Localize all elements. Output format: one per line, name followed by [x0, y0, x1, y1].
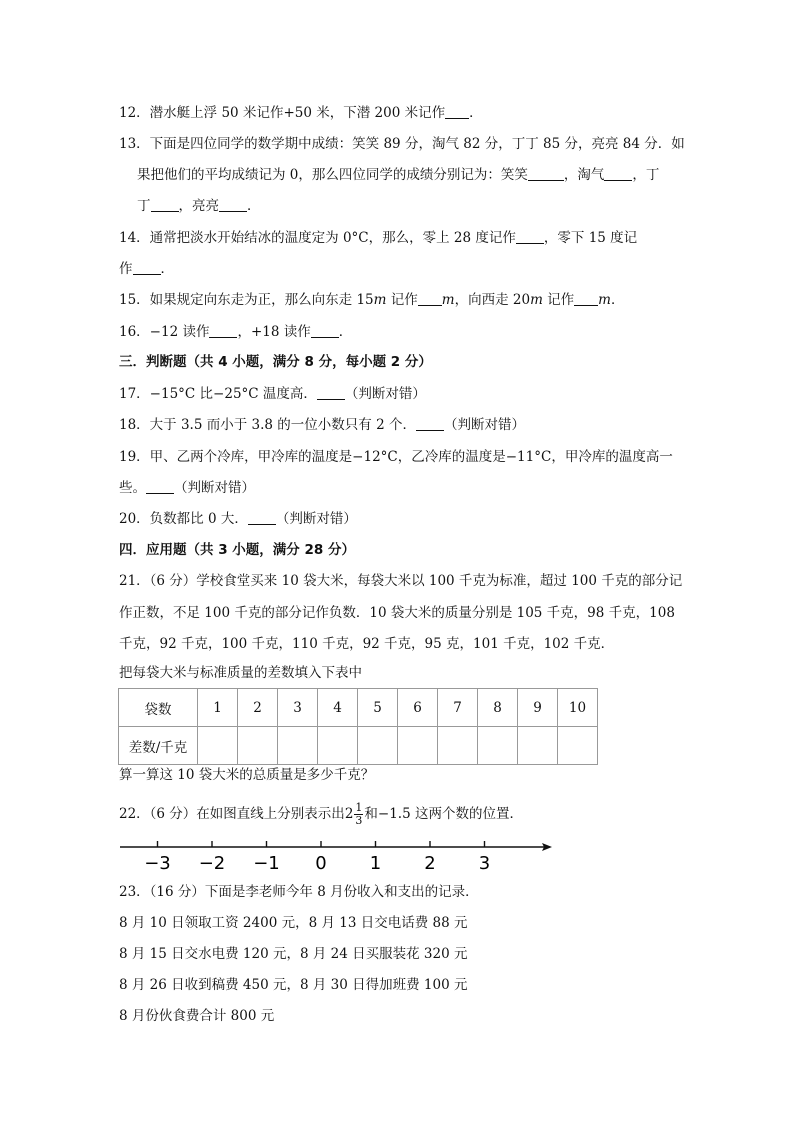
number-line-label: −1 — [253, 853, 280, 874]
q19-text: 些。 — [119, 480, 146, 496]
q19-text: （判断对错） — [174, 480, 255, 496]
question-17 — [119, 385, 426, 403]
q20-text: （判断对错） — [275, 511, 357, 527]
answer-blank[interactable] — [219, 197, 247, 212]
bag-number: 10 — [558, 689, 598, 727]
q15-text: ． — [610, 292, 625, 308]
answer-blank[interactable] — [445, 104, 469, 119]
bag-number: 2 — [238, 689, 278, 727]
fraction-numerator: 1 — [355, 801, 363, 814]
question-13-line-1: 13．下面是四位同学的数学期中成绩：笑笑 89 分，淘气 82 分，丁丁 85 分，亮亮 84 分．如 — [119, 136, 685, 152]
answer-cell[interactable] — [358, 727, 398, 765]
q15-text: 15．如果规定向东走为正，那么向东走 15 — [119, 292, 374, 308]
q15-text: ，向西走 20 — [454, 292, 531, 308]
answer-blank[interactable] — [209, 323, 237, 338]
record-line: 8 月份伙食费合计 800 元 — [119, 1008, 275, 1024]
answer-blank[interactable] — [146, 479, 174, 494]
q14-text: ． — [160, 261, 174, 277]
bag-number: 3 — [278, 689, 318, 727]
record-line: 8 月 15 日交水电费 120 元，8 月 24 日买服装花 320 元 — [119, 946, 468, 962]
table-header-row — [119, 689, 598, 727]
q15-text: 记作 — [542, 292, 575, 308]
unit-m: m — [530, 292, 543, 308]
bag-number: 8 — [478, 689, 518, 727]
question-13-line-3 — [137, 197, 261, 215]
q14-text: ，零下 15 度记 — [543, 230, 638, 246]
answer-blank[interactable] — [311, 323, 339, 338]
q17-text: 17．−15°C 比−25°C 温度高． — [119, 386, 317, 402]
question-19-line-2 — [119, 479, 255, 497]
answer-cell[interactable] — [438, 727, 478, 765]
answer-cell[interactable] — [478, 727, 518, 765]
q13-text: ，丁 — [632, 167, 660, 183]
section-3-heading: 三．判断题（共 4 小题，满分 8 分，每小题 2 分） — [119, 354, 432, 370]
answer-blank[interactable] — [151, 197, 179, 212]
q18-text: 18．大于 3.5 而小于 3.8 的一位小数只有 2 个． — [119, 417, 416, 433]
q13-text: ，淘气 — [563, 167, 605, 183]
bag-number: 1 — [198, 689, 238, 727]
question-21-total: 算一算这 10 袋大米的总质量是多少千克？ — [119, 767, 375, 783]
bag-number: 5 — [358, 689, 398, 727]
question-12 — [119, 104, 483, 122]
fraction-denominator: 3 — [355, 814, 363, 827]
q16-text: ． — [338, 324, 353, 340]
table-answer-row — [119, 727, 598, 765]
table-instruction: 把每袋大米与标准质量的差数填入下表中 — [119, 665, 362, 681]
number-line-label: 3 — [478, 853, 491, 874]
answer-blank[interactable] — [528, 166, 564, 181]
q13-text: ，亮亮 — [178, 198, 219, 214]
answer-blank[interactable] — [133, 260, 161, 275]
q20-text: 20．负数都比 0 大． — [119, 511, 248, 527]
question-15 — [119, 291, 624, 309]
answer-blank[interactable] — [416, 416, 444, 431]
question-23-title: 23．（16 分）下面是李老师今年 8 月份收入和支出的记录． — [119, 884, 479, 900]
answer-blank[interactable] — [418, 291, 442, 306]
unit-m: m — [441, 292, 455, 308]
answer-cell[interactable] — [518, 727, 558, 765]
answer-cell[interactable] — [198, 727, 238, 765]
section-4-heading: 四．应用题（共 3 小题，满分 28 分） — [119, 542, 355, 558]
question-21-line-1: 21．（6 分）学校食堂买来 10 袋大米，每袋大米以 100 千克为标准，超过 100 千克的部分记 — [119, 573, 683, 589]
question-13-line-2 — [137, 166, 659, 184]
q16-text: 16．−12 读作 — [119, 324, 210, 340]
number-line-label: −3 — [144, 853, 171, 874]
q14-text: 作 — [119, 261, 133, 277]
answer-cell[interactable] — [238, 727, 278, 765]
difference-table — [118, 688, 598, 765]
q18-text: （判断对错） — [443, 417, 525, 433]
unit-m: m — [598, 292, 611, 308]
answer-cell[interactable] — [318, 727, 358, 765]
answer-blank[interactable] — [604, 166, 632, 181]
question-20 — [119, 510, 357, 528]
q13-text: 果把他们的平均成绩记为 0，那么四位同学的成绩分别记为：笑笑 — [137, 167, 528, 183]
answer-blank[interactable] — [248, 510, 276, 525]
answer-cell[interactable] — [558, 727, 598, 765]
answer-cell[interactable] — [398, 727, 438, 765]
q14-text: 14．通常把淡水开始结冰的温度定为 0°C，那么，零上 28 度记作 — [119, 230, 516, 246]
answer-blank[interactable] — [574, 291, 598, 306]
question-19-line-1: 19．甲、乙两个冷库，甲冷库的温度是−12°C，乙冷库的温度是−11°C，甲冷库的温度高一 — [119, 449, 673, 465]
answer-blank[interactable] — [516, 229, 544, 244]
question-14-line-1 — [119, 229, 637, 247]
number-line-label: 2 — [424, 853, 436, 874]
question-18 — [119, 416, 525, 434]
mixed-number-whole: 2 — [344, 806, 354, 822]
record-line: 8 月 26 日收到稿费 450 元，8 月 30 日得加班费 100 元 — [119, 977, 468, 993]
q13-text: 丁 — [137, 198, 151, 214]
q12-text: 12．潜水艇上浮 50 米记作+50 米，下潜 200 米记作 — [119, 105, 446, 121]
bag-number: 6 — [398, 689, 438, 727]
question-21-line-3: 千克，92 千克，100 千克，110 千克，92 千克，95 克，101 千克，102 千克． — [119, 636, 615, 652]
bag-number: 7 — [438, 689, 478, 727]
number-line-label: 0 — [315, 853, 327, 874]
q22-text: 22．（6 分）在如图直线上分别表示出 — [119, 806, 345, 822]
answer-cell[interactable] — [278, 727, 318, 765]
table-row-label: 差数/千克 — [119, 727, 198, 765]
unit-m: m — [373, 292, 387, 308]
table-header-label: 袋数 — [119, 689, 198, 727]
number-line-label: −2 — [198, 853, 226, 874]
bag-number: 4 — [318, 689, 358, 727]
record-line: 8 月 10 日领取工资 2400 元，8 月 13 日交电话费 88 元 — [119, 915, 468, 931]
question-21-line-2: 作正数，不足 100 千克的部分记作负数．10 袋大米的质量分别是 105 千克，98 千克，108 — [119, 605, 675, 621]
q16-text: ，+18 读作 — [237, 324, 311, 340]
q13-text: ． — [247, 198, 261, 214]
bag-number: 9 — [518, 689, 558, 727]
number-line-label: 1 — [369, 853, 382, 874]
question-16 — [119, 323, 352, 341]
answer-blank[interactable] — [317, 385, 345, 400]
q22-text: 和−1.5 这两个数的位置． — [364, 806, 523, 822]
q15-text: 记作 — [386, 292, 418, 308]
question-14-line-2 — [119, 260, 174, 278]
number-line — [118, 822, 558, 878]
q12-end: ． — [469, 105, 483, 121]
q17-text: （判断对错） — [344, 386, 426, 402]
